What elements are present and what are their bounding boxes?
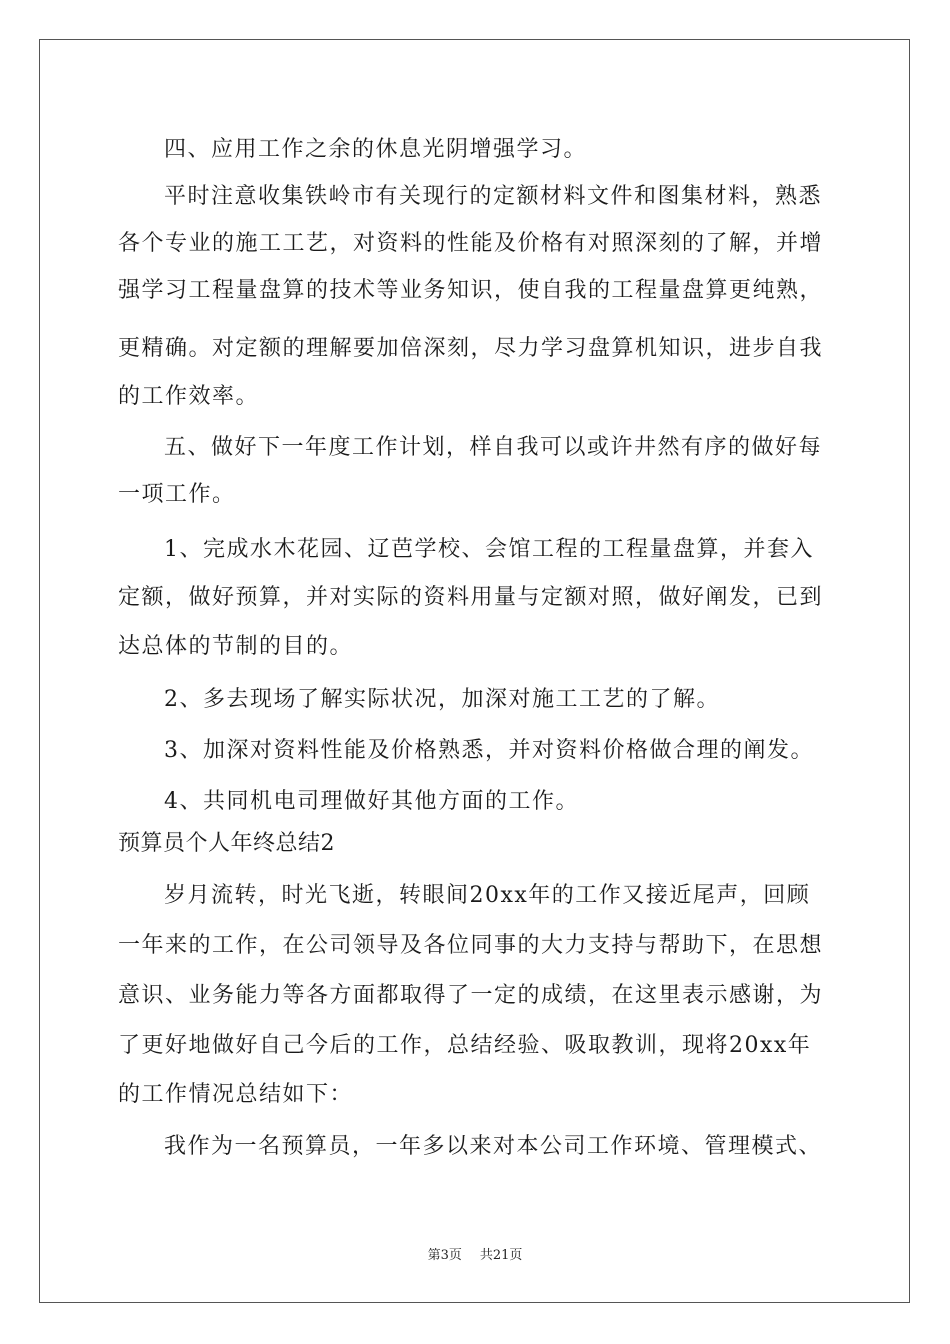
paragraph-line: 各个专业的施工工艺，对资料的性能及价格有对照深刻的了解，并增 [118, 231, 824, 256]
paragraph-line: 定额，做好预算，并对实际的资料用量与定额对照，做好阐发，已到 [118, 585, 824, 610]
paragraph-line: 平时注意收集铁岭市有关现行的定额材料文件和图集材料，熟悉 [164, 184, 823, 209]
section-heading: 预算员个人年终总结2 [118, 831, 335, 856]
paragraph-line: 一项工作。 [118, 482, 236, 507]
paragraph-line: 达总体的节制的目的。 [118, 634, 354, 659]
paragraph-line: 2、多去现场了解实际状况，加深对施工工艺的了解。 [164, 687, 720, 712]
paragraph-line: 了更好地做好自己今后的工作，总结经验、吸取教训，现将20xx年 [118, 1033, 812, 1058]
paragraph-line: 1、完成水木花园、辽芭学校、会馆工程的工程量盘算，并套入 [164, 537, 814, 562]
paragraph-line: 意识、业务能力等各方面都取得了一定的成绩，在这里表示感谢，为 [118, 983, 824, 1008]
paragraph-line: 五、做好下一年度工作计划，样自我可以或许井然有序的做好每 [164, 435, 823, 460]
paragraph-line: 一年来的工作，在公司领导及各位同事的大力支持与帮助下，在思想 [118, 933, 824, 958]
total-pages: 共21页 [479, 1248, 523, 1263]
paragraph-line: 岁月流转，时光飞逝，转眼间20xx年的工作又接近尾声，回顾 [164, 883, 811, 908]
paragraph-line: 四、应用工作之余的休息光阴增强学习。 [164, 137, 588, 162]
paragraph-line: 的工作效率。 [118, 384, 260, 409]
paragraph-line: 更精确。对定额的理解要加倍深刻，尽力学习盘算机知识，进步自我 [118, 336, 824, 361]
page-footer [0, 1248, 950, 1264]
paragraph-line: 我作为一名预算员，一年多以来对本公司工作环境、管理模式、 [164, 1134, 823, 1159]
paragraph-line: 4、共同机电司理做好其他方面的工作。 [164, 789, 579, 814]
paragraph-line: 强学习工程量盘算的技术等业务知识，使自我的工程量盘算更纯熟， [118, 278, 824, 303]
paragraph-line: 3、加深对资料性能及价格熟悉，并对资料价格做合理的阐发。 [164, 738, 814, 763]
page-number: 第3页 [427, 1248, 462, 1263]
paragraph-line: 的工作情况总结如下： [118, 1082, 354, 1107]
